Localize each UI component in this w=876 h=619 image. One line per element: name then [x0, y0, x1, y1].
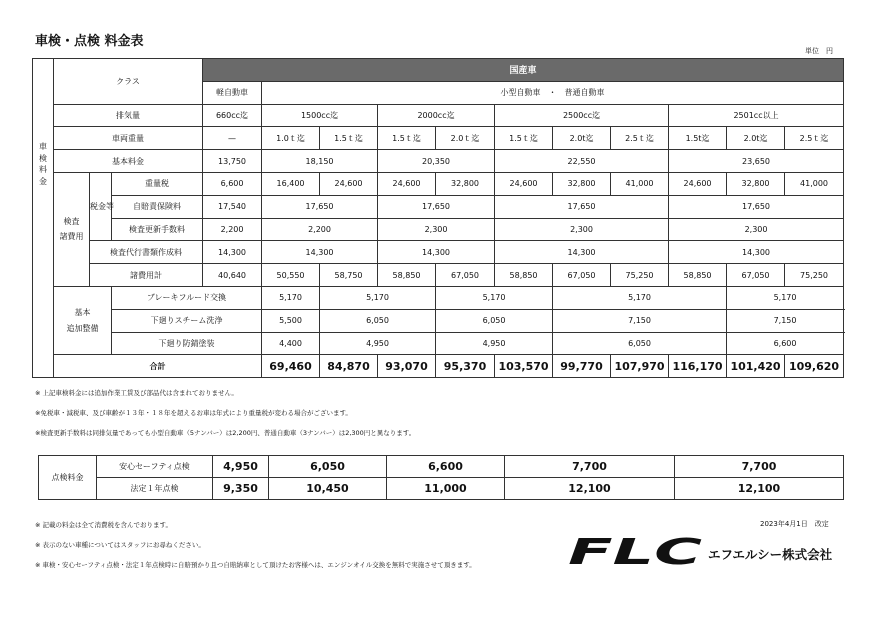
misc-total-cell: 75,250 [785, 264, 844, 287]
disp-cell: 2501cc以上 [669, 104, 844, 127]
total-cell: 84,870 [320, 355, 378, 378]
total-cell: 116,170 [669, 355, 727, 378]
rust-cell: 6,050 [553, 332, 727, 355]
weight-tax-row [33, 172, 844, 195]
agency-cell: 14,300 [262, 241, 378, 264]
periodic-inspection-table [38, 455, 844, 500]
basic-maintenance-label: 基本 追加整備 [54, 286, 112, 354]
base-cell: 23,650 [669, 150, 844, 173]
notes-top [35, 388, 415, 448]
agency-cell: 14,300 [203, 241, 262, 264]
weight-tax-cell: 6,600 [203, 172, 262, 195]
weight-tax-cell: 32,800 [727, 172, 785, 195]
inspection-price: 11,000 [387, 478, 505, 500]
total-cell: 101,420 [727, 355, 785, 378]
company-name: エフエルシー株式会社 [708, 547, 833, 562]
inspection-name: 安心セーフティ点検 [97, 456, 213, 478]
rust-cell: 4,950 [320, 332, 436, 355]
flc-logo [566, 532, 706, 573]
row-label: 合計 [54, 355, 262, 378]
note-line: ※ 車検・安心セーフティ点検・法定１年点検時に自賠預かり且つ自賠納車として頂けたお客様へは、エンジンオイル交換を無料で実施させて頂きます。 [35, 561, 476, 569]
weight-cell: — [203, 127, 262, 150]
inspection-price: 4,950 [213, 456, 269, 478]
inspection-price: 6,600 [387, 456, 505, 478]
note-line: ※ 表示のない車種についてはスタッフにお尋ねください。 [35, 541, 205, 549]
vehicle-weight-row [33, 127, 844, 150]
insurance-cell: 17,650 [262, 195, 378, 218]
misc-total-cell: 50,550 [262, 264, 320, 287]
brake-fluid-row [33, 286, 844, 309]
renewal-fee-row [33, 218, 844, 241]
inspection-price: 12,100 [505, 478, 675, 500]
inspection-misc-label: 検査 諸費用 [54, 172, 90, 286]
inspection-price: 9,350 [213, 478, 269, 500]
inspection-price: 6,050 [269, 456, 387, 478]
page-title: 車検・点検 料金表 [35, 34, 144, 49]
inspection-name: 法定１年点検 [97, 478, 213, 500]
weight-tax-cell: 32,800 [436, 172, 495, 195]
weight-cell: 2.5ｔ迄 [785, 127, 844, 150]
renewal-cell: 2,300 [669, 218, 844, 241]
disp-cell: 660cc迄 [203, 104, 262, 127]
row-label: 自賠責保険料 [112, 195, 203, 218]
row-label: 重量税 [112, 172, 203, 195]
total-cell: 109,620 [785, 355, 844, 378]
renewal-cell: 2,300 [495, 218, 669, 241]
base-cell: 22,550 [495, 150, 669, 173]
row-label: 下廻り防錆塗装 [112, 332, 262, 355]
weight-cell: 2.0ｔ迄 [436, 127, 495, 150]
note-line: ※免税車・減税車、及び車齢が１３年・１８年を超えるお車は年式により重量税が変わる場合がございます。 [35, 409, 352, 417]
row-label: 基本料金 [54, 150, 203, 173]
total-cell: 103,570 [495, 355, 553, 378]
inspection-price: 7,700 [675, 456, 844, 478]
inspection-price: 12,100 [675, 478, 844, 500]
weight-tax-cell: 24,600 [320, 172, 378, 195]
misc-total-cell: 58,750 [320, 264, 378, 287]
inspection-row [39, 456, 844, 478]
unit-label: 単位 円 [805, 47, 833, 55]
weight-tax-cell: 24,600 [495, 172, 553, 195]
row-label: ブレーキフルード交換 [112, 286, 262, 309]
disp-cell: 1500cc迄 [262, 104, 378, 127]
steam-cell: 7,150 [727, 309, 844, 332]
renewal-cell: 2,300 [378, 218, 495, 241]
misc-total-cell: 58,850 [378, 264, 436, 287]
total-cell: 99,770 [553, 355, 611, 378]
misc-total-cell: 58,850 [669, 264, 727, 287]
brake-cell: 5,170 [553, 286, 727, 309]
total-cell: 93,070 [378, 355, 436, 378]
insurance-cell: 17,650 [495, 195, 669, 218]
weight-tax-cell: 24,600 [669, 172, 727, 195]
insurance-cell: 17,650 [669, 195, 844, 218]
row-label: 排気量 [54, 104, 203, 127]
base-cell: 18,150 [262, 150, 378, 173]
steam-cell: 7,150 [553, 309, 727, 332]
total-cell: 69,460 [262, 355, 320, 378]
renewal-cell: 2,200 [203, 218, 262, 241]
misc-total-row [33, 264, 844, 287]
renewal-cell: 2,200 [262, 218, 378, 241]
total-cell: 95,370 [436, 355, 495, 378]
logo-text: FLC [568, 532, 704, 573]
weight-cell: 1.0ｔ迄 [262, 127, 320, 150]
rust-cell: 4,950 [436, 332, 553, 355]
weight-tax-cell: 32,800 [553, 172, 611, 195]
grand-total-row [33, 355, 844, 378]
note-line: ※ 上記車検料金には追加作業工賃及び部品代は含まれておりません。 [35, 389, 238, 397]
weight-cell: 2.5ｔ迄 [611, 127, 669, 150]
weight-tax-cell: 24,600 [378, 172, 436, 195]
domestic-car-header: 国産車 [203, 59, 844, 82]
weight-tax-cell: 41,000 [785, 172, 844, 195]
inspection-fee-table [32, 58, 844, 378]
row-label: 検査更新手数料 [112, 218, 203, 241]
weight-cell: 2.0t迄 [553, 127, 611, 150]
misc-total-cell: 40,640 [203, 264, 262, 287]
note-line: ※検査更新手数料は同排気量であっても小型自動車（5ナンバー）は2,200円、普通自動車（3ナンバー）は2,300円と異なります。 [35, 429, 416, 437]
weight-cell: 1.5ｔ迄 [320, 127, 378, 150]
weight-cell: 2.0t迄 [727, 127, 785, 150]
weight-cell: 1.5t迄 [669, 127, 727, 150]
disp-cell: 2500cc迄 [495, 104, 669, 127]
inspection-price: 7,700 [505, 456, 675, 478]
weight-tax-cell: 41,000 [611, 172, 669, 195]
misc-total-cell: 75,250 [611, 264, 669, 287]
insurance-cell: 17,540 [203, 195, 262, 218]
revision-date: 2023年4月1日 改定 [760, 520, 829, 528]
steam-wash-row [33, 309, 844, 332]
brake-cell: 5,170 [262, 286, 320, 309]
steam-cell: 6,050 [320, 309, 436, 332]
base-cell: 13,750 [203, 150, 262, 173]
weight-cell: 1.5ｔ迄 [378, 127, 436, 150]
total-cell: 107,970 [611, 355, 669, 378]
notes-bottom [35, 520, 476, 580]
row-label: 諸費用計 [90, 264, 203, 287]
insurance-cell: 17,650 [378, 195, 495, 218]
agency-cell: 14,300 [669, 241, 844, 264]
inspection-row [39, 478, 844, 500]
steam-cell: 6,050 [436, 309, 553, 332]
side-inspection-label: 車 検 料 金 [33, 59, 54, 378]
brake-cell: 5,170 [436, 286, 553, 309]
displacement-row [33, 104, 844, 127]
light-car-header: 軽自動車 [203, 81, 262, 104]
weight-tax-cell: 16,400 [262, 172, 320, 195]
class-header: クラス [54, 59, 203, 105]
steam-cell: 5,500 [262, 309, 320, 332]
misc-total-cell: 67,050 [436, 264, 495, 287]
agency-fee-row [33, 241, 844, 264]
inspection-price: 10,450 [269, 478, 387, 500]
misc-total-cell: 58,850 [495, 264, 553, 287]
agency-cell: 14,300 [495, 241, 669, 264]
row-label: 下廻りスチーム洗浄 [112, 309, 262, 332]
rust-cell: 6,600 [727, 332, 844, 355]
inspection-label: 点検料金 [39, 456, 97, 500]
misc-total-cell: 67,050 [727, 264, 785, 287]
taxes-label: 税金等 [90, 172, 112, 240]
row-label: 検査代行書類作成料 [90, 241, 203, 264]
disp-cell: 2000cc迄 [378, 104, 495, 127]
misc-total-cell: 67,050 [553, 264, 611, 287]
insurance-row [33, 195, 844, 218]
rust-cell: 4,400 [262, 332, 320, 355]
weight-cell: 1.5ｔ迄 [495, 127, 553, 150]
base-fee-row [33, 150, 844, 173]
base-cell: 20,350 [378, 150, 495, 173]
brake-cell: 5,170 [320, 286, 436, 309]
brake-cell: 5,170 [727, 286, 844, 309]
agency-cell: 14,300 [378, 241, 495, 264]
row-label: 車両重量 [54, 127, 203, 150]
rust-coating-row [33, 332, 844, 355]
small-normal-header: 小型自動車 ・ 普通自動車 [262, 81, 844, 104]
note-line: ※ 記載の料金は全て消費税を含んでおります。 [35, 521, 172, 529]
